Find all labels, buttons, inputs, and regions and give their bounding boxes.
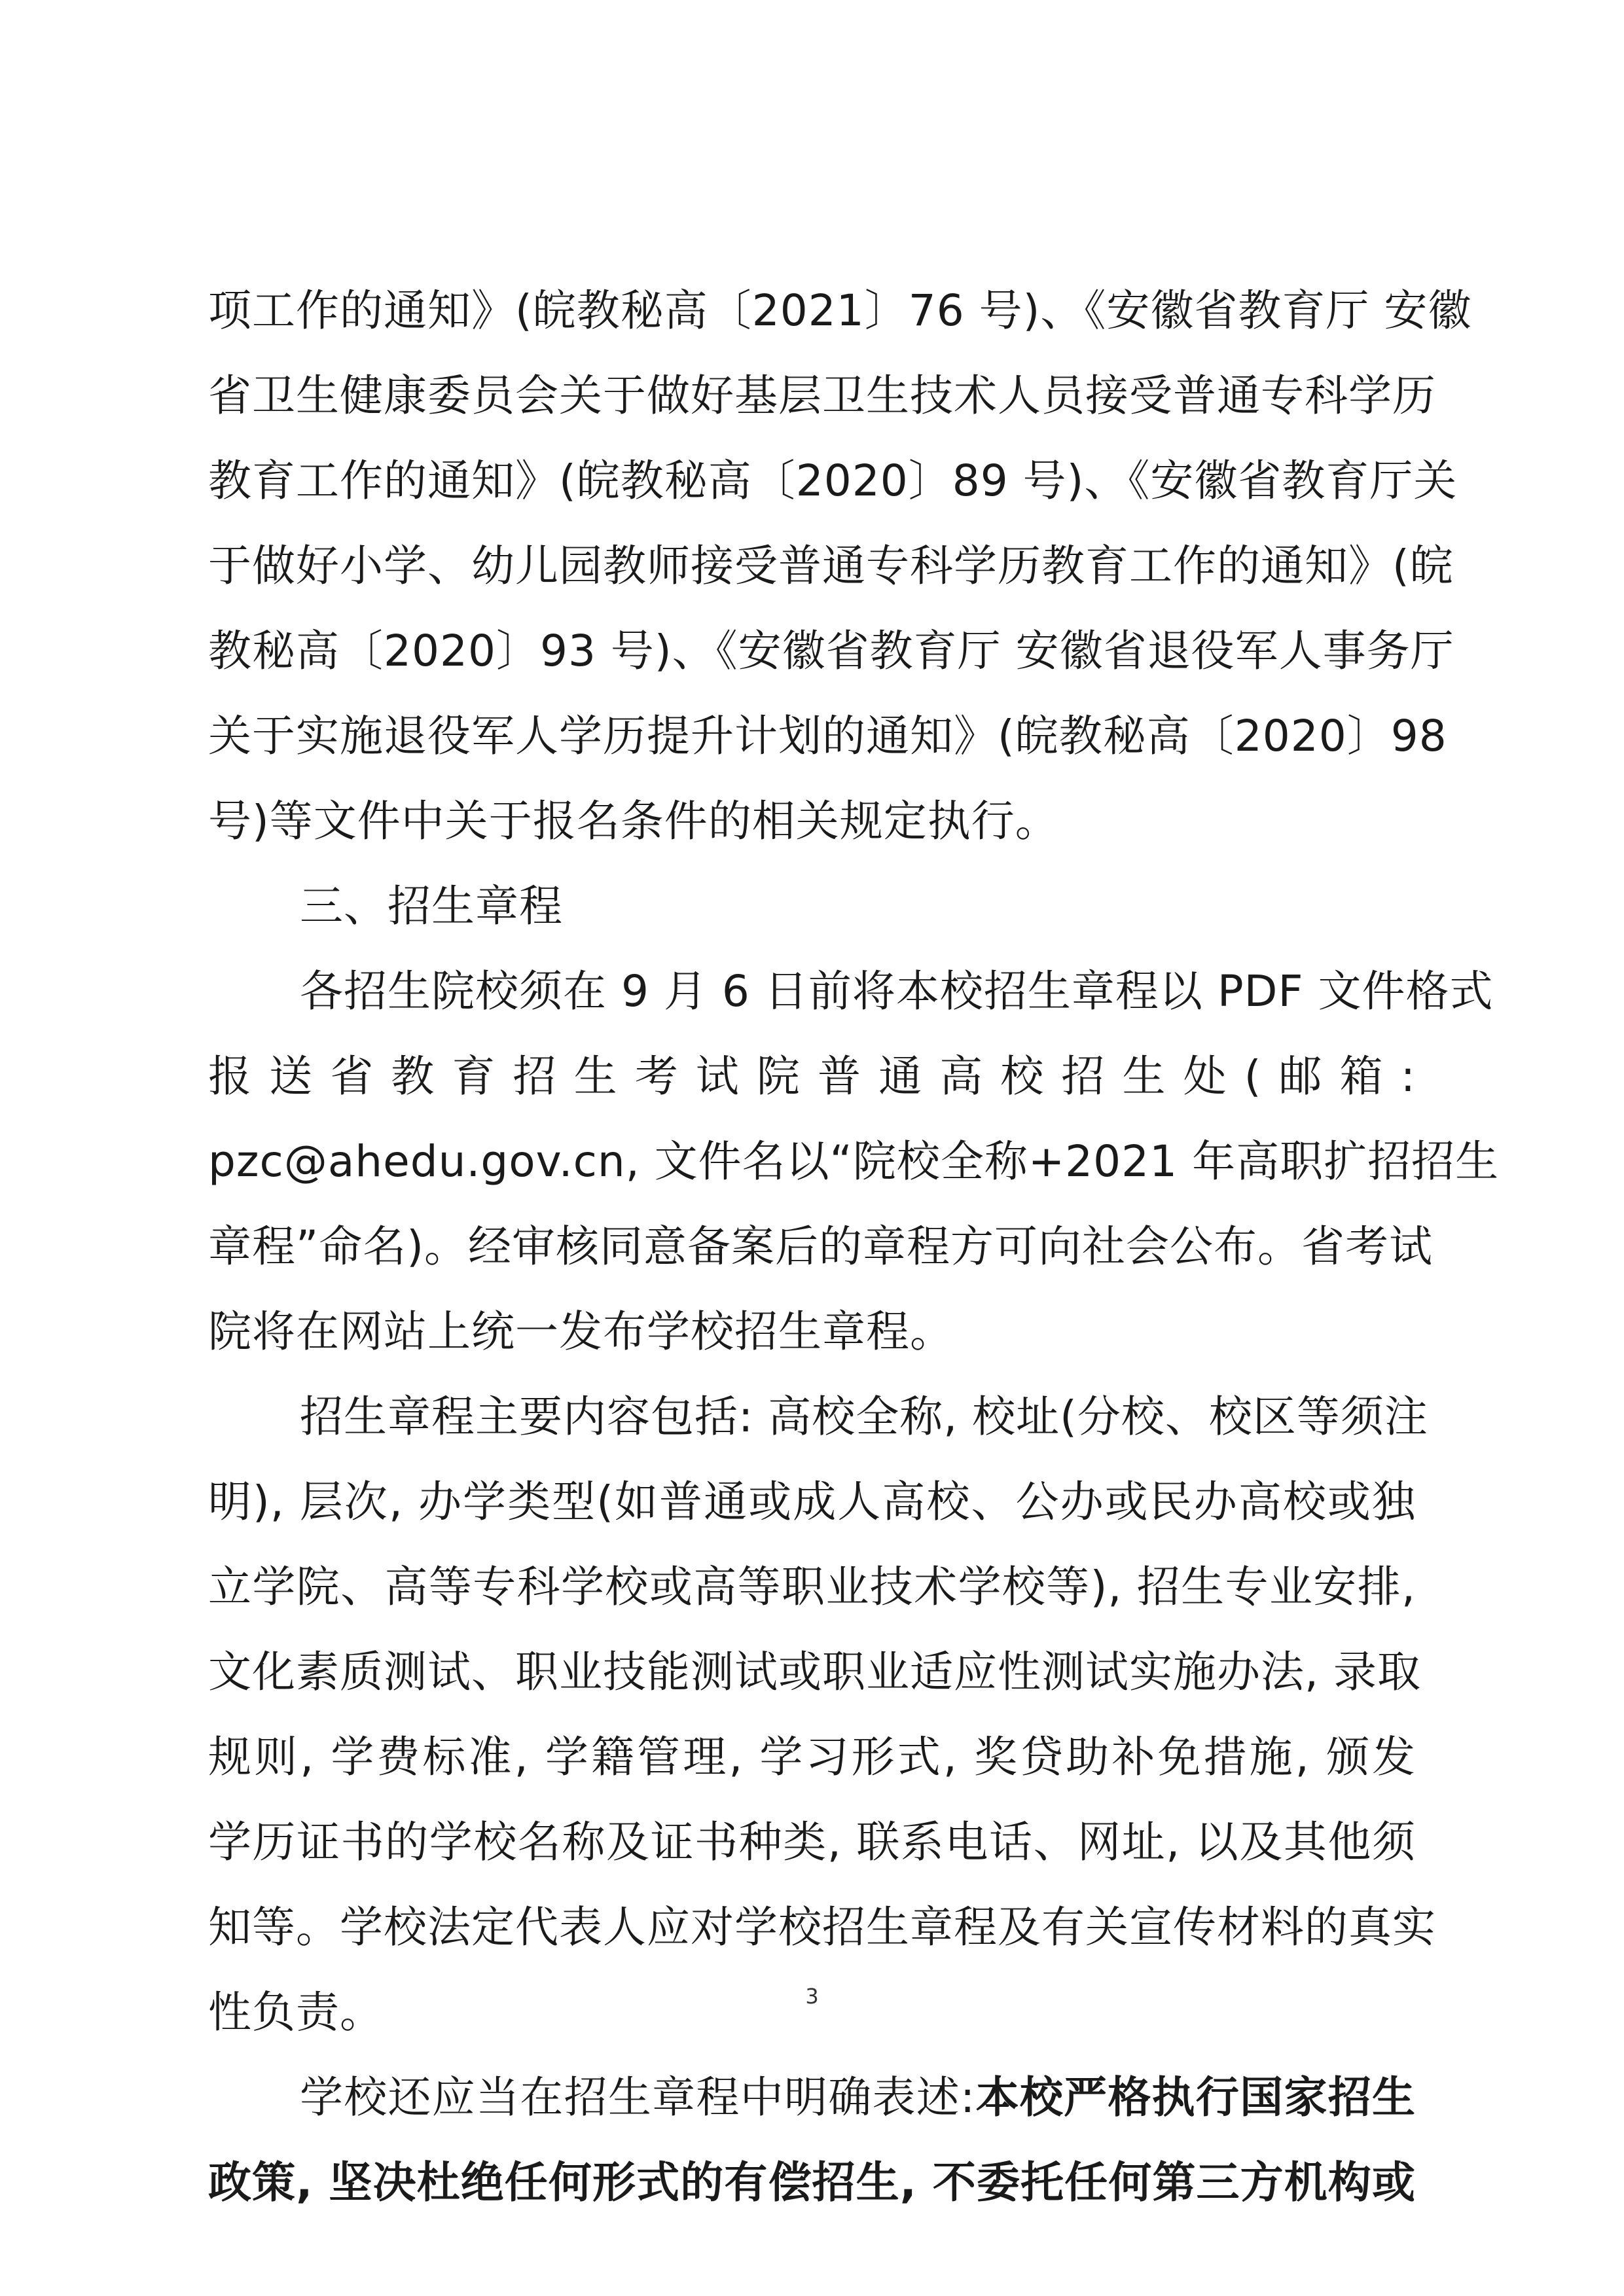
text-line: 项工作的通知》(皖教秘高〔2021〕76 号)、《安徽省教育厅 安徽: [208, 285, 1472, 336]
page-number: 3: [805, 1984, 819, 2009]
text-line: 规则, 学费标准, 学籍管理, 学习形式, 奖贷助补免措施, 颁发: [208, 1732, 1416, 1782]
text-line: 省卫生健康委员会关于做好基层卫生技术人员接受普通专科学历: [208, 370, 1436, 421]
text-line: 教秘高〔2020〕93 号)、《安徽省教育厅 安徽省退役军人事务厅: [208, 626, 1454, 676]
text-line: 于做好小学、幼儿园教师接受普通专科学历教育工作的通知》(皖: [208, 541, 1454, 591]
final-paragraph-emphasis: 本校严格执行国家招生: [975, 2072, 1416, 2123]
text-line: 各招生院校须在 9 月 6 日前将本校招生章程以 PDF 文件格式: [300, 966, 1494, 1016]
final-paragraph-first-line: [208, 2055, 1416, 2140]
text-line: 章程”命名)。经审核同意备案后的章程方可向社会公布。省考试: [208, 1221, 1433, 1272]
document-body: [208, 268, 1500, 2225]
text-line: 明), 层次, 办学类型(如普通或成人高校、公办或民办高校或独: [208, 1477, 1416, 1527]
final-paragraph-lead: 学校还应当在招生章程中明确表述:: [300, 2072, 976, 2123]
section-heading: 三、招生章程: [300, 881, 563, 931]
text-line: 招生章程主要内容包括: 高校全称, 校址(分校、校区等须注: [300, 1391, 1428, 1442]
text-line: 号)等文件中关于报名条件的相关规定执行。: [208, 796, 1059, 846]
text-line: 文化素质测试、职业技能测试或职业适应性测试实施办法, 录取: [208, 1647, 1421, 1697]
text-line: 学历证书的学校名称及证书种类, 联系电话、网址, 以及其他须: [208, 1817, 1416, 1867]
text-line: 性负责。: [208, 1987, 384, 2037]
text-line: 教育工作的通知》(皖教秘高〔2020〕89 号)、《安徽省教育厅关: [208, 456, 1458, 506]
text-line: 知等。学校法定代表人应对学校招生章程及有关宣传材料的真实: [208, 1902, 1436, 1952]
text-line: 立学院、高等专科学校或高等职业技术学校等), 招生专业安排,: [208, 1562, 1416, 1612]
text-line: 报送省教育招生考试院普通高校招生处(邮箱:: [208, 1051, 1416, 1102]
final-paragraph-bold-line: 政策, 坚决杜绝任何形式的有偿招生, 不委托任何第三方机构或: [208, 2157, 1416, 2208]
text-line: 院将在网站上统一发布学校招生章程。: [208, 1306, 954, 1357]
text-line: pzc@ahedu.gov.cn, 文件名以“院校全称+2021 年高职扩招招生: [208, 1136, 1500, 1187]
text-line: 关于实施退役军人学历提升计划的通知》(皖教秘高〔2020〕98: [208, 711, 1447, 761]
